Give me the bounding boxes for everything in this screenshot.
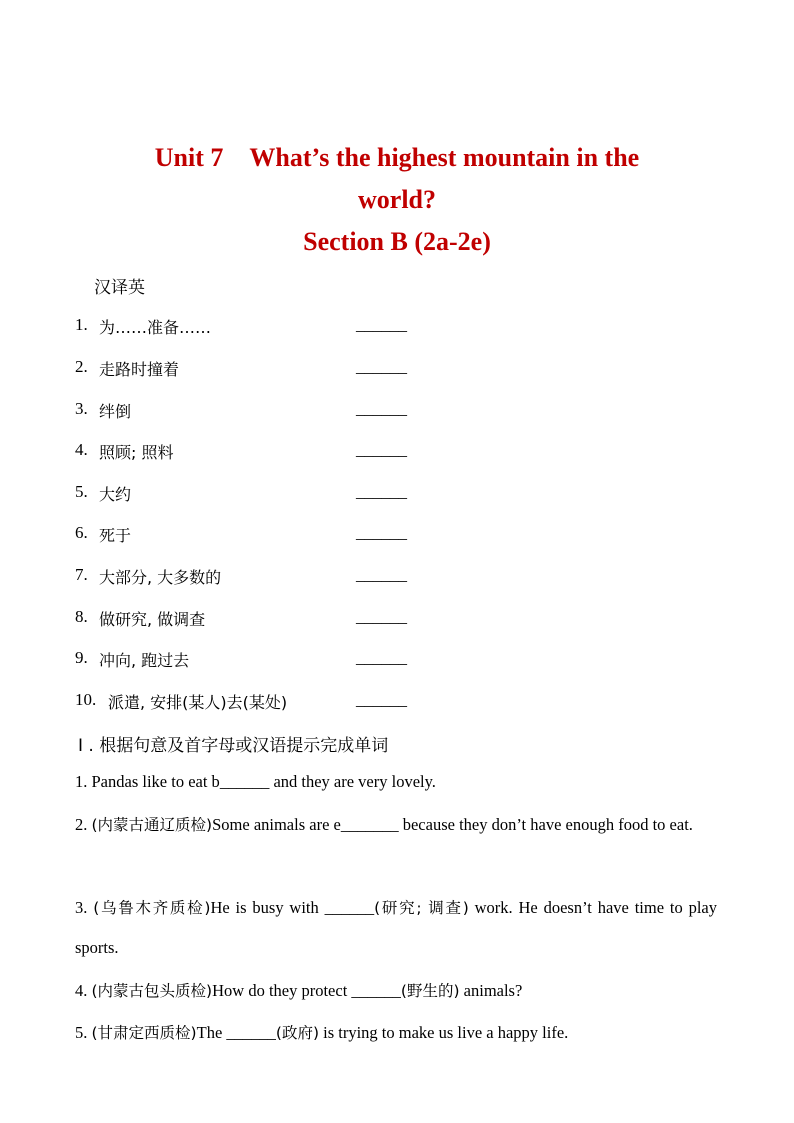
answer-blank[interactable]: ______ (351, 981, 401, 1000)
vocab-chinese: 冲向, 跑过去 (99, 651, 190, 670)
vocab-number: 7. (75, 565, 88, 584)
title-line-2: world? (358, 185, 436, 214)
vocab-blank[interactable]: ______ (356, 357, 407, 376)
vocab-blank[interactable]: ______ (356, 648, 407, 667)
vocab-number: 4. (75, 440, 88, 459)
question-source: (内蒙古通辽质检) (91, 816, 213, 834)
vocab-blank[interactable]: ______ (356, 607, 407, 626)
vocab-number: 10. (75, 690, 97, 709)
vocab-chinese: 走路时撞着 (99, 360, 180, 379)
vocab-number: 2. (75, 357, 88, 376)
answer-blank[interactable]: _______ (340, 815, 399, 834)
title-line-1: Unit 7 What’s the highest mountain in the (154, 143, 640, 172)
vocab-chinese: 死于 (99, 526, 132, 545)
question-source: (内蒙古包头质检) (91, 982, 213, 1000)
question-source: (甘肃定西质检) (91, 1024, 197, 1042)
question-hint: (野生的) (400, 982, 460, 1000)
vocab-item (75, 523, 475, 553)
question-text: animals? (459, 981, 523, 1000)
vocab-item (75, 648, 475, 678)
question-text: work. He doesn’t have time to play sports. (75, 898, 718, 957)
vocab-chinese: 大约 (99, 485, 132, 504)
vocab-item (75, 357, 475, 387)
vocab-chinese: 大部分, 大多数的 (99, 568, 222, 587)
vocab-blank[interactable]: ______ (356, 690, 407, 709)
vocab-item (75, 315, 475, 345)
section2-heading: Ⅰ . 根据句意及首字母或汉语提示完成单词 (78, 736, 389, 756)
question-text: 2. (75, 815, 92, 834)
question-text: Some animals are e (212, 815, 341, 834)
question-text: because they don’t have enough food to eat. (398, 815, 693, 834)
vocab-chinese: 为……准备…… (99, 318, 212, 337)
vocab-chinese: 照顾; 照料 (99, 443, 174, 462)
vocab-blank[interactable]: ______ (356, 482, 407, 501)
question-1 (75, 762, 717, 802)
question-text: 3. (75, 898, 94, 917)
question-text: and they are very lovely. (269, 772, 436, 791)
question-source: (乌鲁木齐质检) (93, 899, 211, 917)
vocab-item (75, 565, 475, 595)
vocab-item (75, 399, 475, 429)
vocab-item (75, 482, 475, 512)
vocab-blank[interactable]: ______ (356, 399, 407, 418)
vocab-chinese: 绊倒 (99, 402, 132, 421)
vocab-chinese: 做研究, 做调查 (99, 610, 206, 629)
vocab-number: 3. (75, 399, 88, 418)
vocab-blank[interactable]: ______ (356, 315, 407, 334)
question-text: How do they protect (212, 981, 352, 1000)
vocab-item (75, 607, 475, 637)
question-text: 5. (75, 1023, 92, 1042)
question-text: is trying to make us live a happy life. (319, 1023, 569, 1042)
vocab-item (75, 440, 475, 470)
question-text: The (196, 1023, 227, 1042)
section1-heading: 汉译英 (94, 278, 145, 298)
answer-blank[interactable]: ______ (324, 898, 375, 917)
question-text: 1. Pandas like to eat b (75, 772, 220, 791)
question-hint: (政府) (275, 1024, 319, 1042)
question-3 (75, 888, 717, 968)
vocab-blank[interactable]: ______ (356, 565, 407, 584)
vocab-chinese: 派遣, 安排(某人)去(某处) (108, 693, 288, 712)
vocab-number: 1. (75, 315, 88, 334)
question-4 (75, 971, 717, 1011)
vocab-number: 8. (75, 607, 88, 626)
vocab-item (75, 690, 475, 720)
vocab-blank[interactable]: ______ (356, 523, 407, 542)
answer-blank[interactable]: ______ (219, 772, 270, 791)
vocab-number: 5. (75, 482, 88, 501)
question-text: He is busy with (210, 898, 325, 917)
answer-blank[interactable]: ______ (226, 1023, 276, 1042)
question-hint: (研究; 调查) (374, 899, 469, 917)
vocab-blank[interactable]: ______ (356, 440, 407, 459)
section-title: Section B (2a-2e) (303, 227, 491, 256)
question-2 (75, 805, 717, 845)
question-text: 4. (75, 981, 92, 1000)
question-5 (75, 1013, 717, 1053)
vocab-number: 6. (75, 523, 88, 542)
vocab-number: 9. (75, 648, 88, 667)
